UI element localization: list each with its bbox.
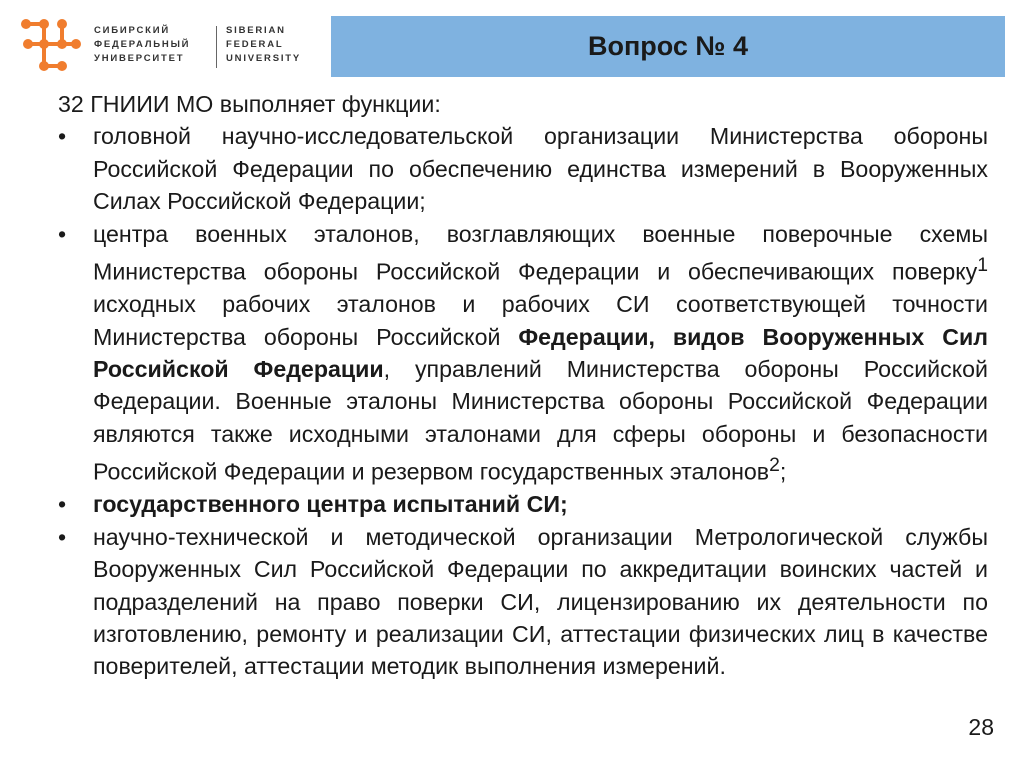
logo-ru-line: ФЕДЕРАЛЬНЫЙ bbox=[94, 39, 191, 50]
title-bar bbox=[331, 16, 1005, 77]
list-item-text: ; bbox=[779, 458, 787, 485]
list-item bbox=[58, 521, 988, 683]
slide-title: Вопрос № 4 bbox=[587, 31, 749, 61]
sfu-logo-icon bbox=[14, 10, 86, 82]
list-item bbox=[58, 120, 988, 217]
list-item-text: головной научно-исследовательской организации Министерства обороны Российской Федерации по обеспечению единства измерений в Вооруженных Силах Российской Федерации; bbox=[93, 123, 988, 215]
list-item-text: центра военных эталонов, возглавляющих военные поверочные схемы Министерства обороны Российской Федерации и обеспечивающих поверку bbox=[93, 220, 988, 285]
list-item-bold-text: государственного центра испытаний СИ; bbox=[93, 491, 568, 518]
bullet-icon: • bbox=[58, 123, 67, 150]
bullet-icon: • bbox=[58, 220, 67, 247]
bullet-icon: • bbox=[58, 491, 67, 518]
bullet-icon: • bbox=[58, 523, 67, 550]
university-logo bbox=[14, 10, 302, 82]
logo-ru-line: СИБИРСКИЙ bbox=[94, 25, 170, 36]
logo-en-line: FEDERAL bbox=[226, 39, 284, 50]
list-item-text: научно-технической и методической организации Метрологической службы Вооруженных Сил Российской Федерации по аккредитации воинских частей и подразделений на право поверки СИ, лицензированию их деятельности по изготовлению, ремонту и реализации СИ, аттестации физических лиц в качестве поверителей, аттестации методик выполнения измерений. bbox=[93, 523, 988, 680]
logo-text-en bbox=[226, 24, 301, 66]
list-item-text: исходных рабочих эталонов и рабочих СИ соответствующей точности Министерства обороны Российской bbox=[93, 291, 988, 350]
list-item-text: , управлений Министерства обороны Российской Федерации. Военные эталоны Министерства обороны Российской Федерации являются также исходными эталонами для сферы обороны и безопасности Российской Федерации и резервом государственных эталонов bbox=[93, 355, 988, 485]
logo-en-line: UNIVERSITY bbox=[226, 53, 302, 64]
intro-text: 32 ГНИИИ МО выполняет функции: bbox=[58, 91, 441, 117]
function-list bbox=[58, 120, 988, 682]
logo-text-ru bbox=[94, 24, 190, 66]
list-item-bold-text: Федерации, видов Вооруженных Сил Российской Федерации bbox=[93, 323, 988, 382]
logo-en-line: SIBERIAN bbox=[226, 25, 286, 36]
footnote-ref: 1 bbox=[977, 255, 988, 277]
footnote-ref: 2 bbox=[769, 455, 780, 477]
page-number: 28 bbox=[968, 714, 994, 740]
logo-divider bbox=[216, 26, 217, 68]
list-item bbox=[58, 488, 988, 520]
list-item bbox=[58, 218, 988, 489]
logo-ru-line: УНИВЕРСИТЕТ bbox=[94, 53, 185, 64]
slide-content bbox=[58, 88, 988, 683]
